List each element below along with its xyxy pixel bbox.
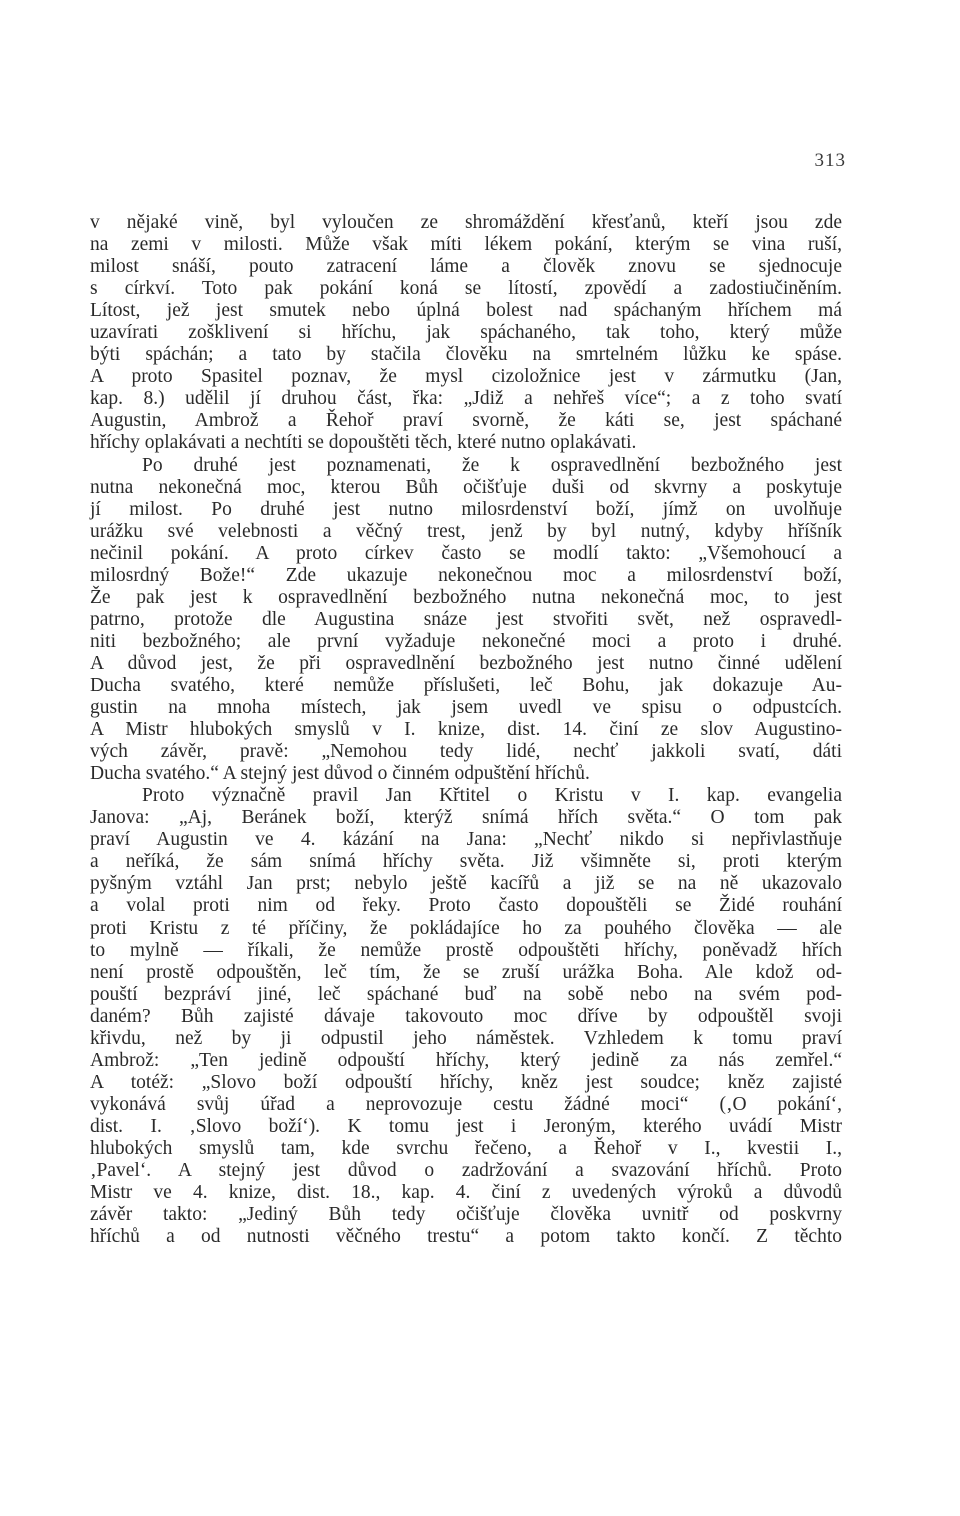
text-line: Ducha svatého, které nemůže příslušeti, leč Bohu, jak dokazuje Au- <box>90 674 842 696</box>
text-line: Mistr ve 4. knize, dist. 18., kap. 4. činí z uvedených výroků a důvodů <box>90 1182 842 1204</box>
text-line: vých závěr, pravě: „Nemohou tedy lidé, nechť jakkoli svatí, dáti <box>90 741 842 763</box>
text-line: není prostě odpouštěn, leč tím, že se zruší urážka Boha. Ale kdož od- <box>90 961 842 983</box>
text-line: křivdu, než by ji odpustil jeho náměstek. Vzhledem k tomu praví <box>90 1027 842 1049</box>
text-line: hříchů a od nutnosti věčného trestu“ a potom takto končí. Z těchto <box>90 1226 842 1248</box>
text-line: závěr takto: „Jediný Bůh tedy očišťuje člověka uvnitř od poskvrny <box>90 1204 842 1226</box>
text-line: praví Augustin ve 4. kázání na Jana: „Nechť nikdo si nepřivlastňuje <box>90 829 842 851</box>
text-line: Ducha svatého.“ A stejný jest důvod o činném odpuštění hříchů. <box>90 763 590 785</box>
text-line: to mylně — říkali, že nemůže prostě odpouštěti hříchy, poněvadž hřích <box>90 939 842 961</box>
text-line: Augustin, Ambrož a Řehoř praví svorně, že káti se, jest spáchané <box>90 410 842 432</box>
text-line: jí milost. Po druhé jest nutno milosrdenství boží, jímž on uvolňuje <box>90 498 842 520</box>
body-text <box>90 212 842 1248</box>
text-line: Po druhé jest poznamenati, že k ospravedlnění bezbožného jest <box>142 454 842 476</box>
text-line: Že pak jest k ospravedlnění bezbožného nutna nekonečná moc, to jest <box>90 586 842 608</box>
text-line: ‚Pavel‘. A stejný jest důvod o zadržování a svazování hříchů. Proto <box>90 1160 842 1182</box>
page-number: 313 <box>814 150 846 171</box>
text-line: v nějaké vině, byl vyloučen ze shromáždění křesťanů, kteří jsou zde <box>90 212 842 233</box>
text-line: a neříká, že sám snímá hříchy světa. Již všimněte si, proti kterým <box>90 851 842 873</box>
text-line: hlubokých smyslů tam, kde svrchu řečeno, a Řehoř v I., kvestii I., <box>90 1137 842 1159</box>
text-line: patrno, protože dle Augustina snáze jest stvořiti svět, než ospravedl- <box>90 608 842 630</box>
text-line: uzavírati zošklivení si hříchu, jak spáchaného, tak toho, který může <box>90 322 842 344</box>
text-line: na zemi v milosti. Může však míti lékem pokání, kterým se vina ruší, <box>90 234 842 256</box>
text-line: Ambrož: „Ten jedině odpouští hříchy, který jedině za nás zemřel.“ <box>90 1049 842 1071</box>
text-line: daném? Bůh zajisté dávaje takovouto moc dříve by odpouštěl svoji <box>90 1005 842 1027</box>
text-line: milost snáší, pouto zatracení láme a člověk znovu se sjednocuje <box>90 256 842 278</box>
text-line: vykonává svůj úřad a neprovozuje cestu žádné moci“ (‚O pokání‘, <box>90 1093 842 1115</box>
text-line: A totéž: „Slovo boží odpouští hříchy, kněz jest soudce; kněz zajisté <box>90 1071 842 1093</box>
text-line: niti bezbožného; ale první vyžaduje nekonečné moci a proto i druhé. <box>90 630 842 652</box>
text-line: nutna nekonečná moc, kterou Bůh očišťuje duši od skvrny a poskytuje <box>90 476 842 498</box>
text-line: Lítost, jež jest smutek nebo úplná bolest nad spáchaným hříchem má <box>90 300 842 322</box>
text-line: Proto význačně pravil Jan Křtitel o Kristu v I. kap. evangelia <box>142 785 842 807</box>
text-line: dist. I. ‚Slovo boží‘). K tomu jest i Jeroným, kterého uvádí Mistr <box>90 1115 842 1137</box>
text-line: kap. 8.) udělil jí druhou část, řka: „Jdiž a nehřeš více“; a z toho svatí <box>90 388 842 410</box>
text-line: a volal proti nim od řeky. Proto často dopouštěli se Židé rouhání <box>90 895 842 917</box>
text-line: urážku své velebnosti a věčný trest, jenž by byl nutný, kdyby hříšník <box>90 520 842 542</box>
text-line: Janova: „Aj, Beránek boží, kterýž snímá hřích světa.“ O tom pak <box>90 807 842 829</box>
text-line: A důvod jest, že při ospravedlnění bezbožného jest nutno činné udělení <box>90 652 842 674</box>
text-line: nečinil pokání. A proto církev často se modlí takto: „Všemohoucí a <box>90 542 842 564</box>
text-line: s církví. Toto pak pokání koná se lítostí, zpovědí a zadostiučiněním. <box>90 278 842 300</box>
text-line: proti Kristu z té příčiny, že pokládajíce ho za pouhého člověka — ale <box>90 917 842 939</box>
text-line: A Mistr hlubokých smyslů v I. knize, dist. 14. činí ze slov Augustino- <box>90 719 842 741</box>
text-line: pyšným vztáhl Jan prst; nebylo ještě kacířů a již se na ně ukazovalo <box>90 873 842 895</box>
text-line: A proto Spasitel poznav, že mysl cizoložnice jest v zármutku (Jan, <box>90 366 842 388</box>
text-line: hříchy oplakávati a nechtíti se dopouštěti těch, které nutno oplakávati. <box>90 432 637 454</box>
text-line: milosrdný Bože!“ Zde ukazuje nekonečnou moc a milosrdenství boží, <box>90 564 842 586</box>
text-line: gustin na mnoha místech, jak jsem uvedl ve spisu o odpustcích. <box>90 697 842 719</box>
text-line: býti spáchán; a tato by stačila člověku na smrtelném lůžku ke spáse. <box>90 344 842 366</box>
text-line: pouští bezpráví jiné, leč spáchané buď na sobě nebo na svém pod- <box>90 983 842 1005</box>
